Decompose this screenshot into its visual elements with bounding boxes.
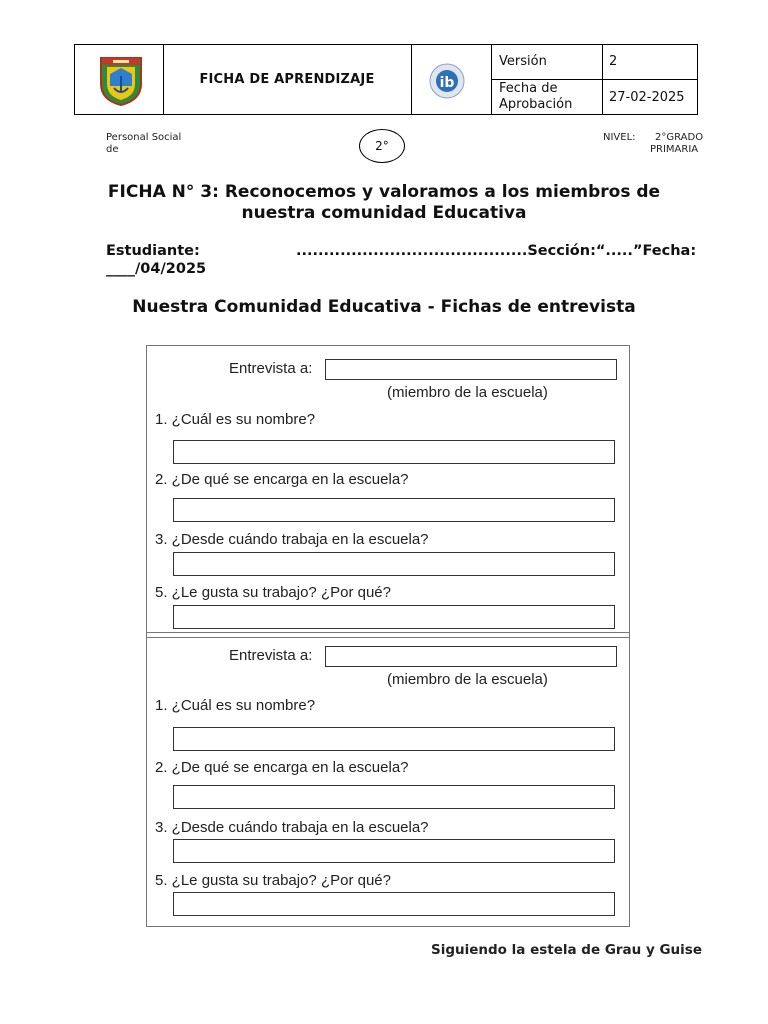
section-title: Nuestra Comunidad Educativa - Fichas de entrevista (132, 297, 636, 317)
ficha-title (100, 182, 668, 224)
student-line-fields: ..........................................Sección:“.....”Fecha: (296, 243, 697, 259)
document-title: FICHA DE APRENDIZAJE (199, 72, 375, 87)
question-5: 5. ¿Le gusta su trabajo? ¿Por qué? (155, 872, 391, 889)
answer-1-input[interactable] (173, 440, 615, 464)
level-value (650, 132, 703, 156)
question-2: 2. ¿De qué se encarga en la escuela? (155, 471, 409, 488)
level-value-line1: 2°GRADO (655, 132, 704, 143)
answer-5-input[interactable] (173, 605, 615, 629)
approval-date-label (499, 81, 572, 113)
answer-2-input[interactable] (173, 785, 615, 809)
level-label: NIVEL: (603, 132, 636, 143)
school-shield-icon (99, 54, 143, 106)
ficha-title-line1: FICHA N° 3: Reconocemos y valoramos a los miembros de (107, 182, 661, 202)
answer-3-input[interactable] (173, 839, 615, 863)
question-1: 1. ¿Cuál es su nombre? (155, 697, 316, 714)
area-label-line2: de (106, 144, 119, 155)
answer-1-input[interactable] (173, 727, 615, 751)
interviewee-input[interactable] (325, 646, 617, 667)
interview-forms (146, 345, 630, 927)
interviewee-label: Entrevista a: (229, 360, 313, 377)
ficha-title-line2: nuestra comunidad Educativa (241, 203, 527, 223)
divider (411, 45, 412, 114)
footer-motto: Siguiendo la estela de Grau y Guise (430, 942, 702, 958)
member-hint: (miembro de la escuela) (387, 671, 548, 688)
level-value-line2: PRIMARIA (650, 144, 699, 155)
question-1: 1. ¿Cuál es su nombre? (155, 411, 316, 428)
interviewee-label: Entrevista a: (229, 647, 313, 664)
grade-badge: 2° (359, 129, 405, 163)
area-label (106, 132, 181, 156)
member-hint: (miembro de la escuela) (387, 384, 548, 401)
area-label-line1: Personal Social (106, 132, 182, 143)
interviewee-input[interactable] (325, 359, 617, 380)
ib-logo-icon (429, 63, 465, 99)
answer-3-input[interactable] (173, 552, 615, 576)
version-value: 2 (609, 54, 618, 69)
answer-2-input[interactable] (173, 498, 615, 522)
approval-date-value: 27-02-2025 (609, 90, 685, 105)
svg-text:ib: ib (439, 75, 455, 91)
divider (491, 79, 697, 80)
answer-5-input[interactable] (173, 892, 615, 916)
question-2: 2. ¿De qué se encarga en la escuela? (155, 759, 409, 776)
question-5: 5. ¿Le gusta su trabajo? ¿Por qué? (155, 584, 391, 601)
header-table (74, 44, 698, 115)
approval-date-label-line2: Aprobación (499, 97, 573, 112)
form-separator (147, 632, 629, 638)
approval-date-label-line1: Fecha de (499, 81, 558, 96)
question-3: 3. ¿Desde cuándo trabaja en la escuela? (155, 819, 429, 836)
version-label: Versión (499, 54, 547, 69)
question-3: 3. ¿Desde cuándo trabaja en la escuela? (155, 531, 429, 548)
student-label: Estudiante: (106, 243, 200, 259)
date-field: ____/04/2025 (106, 261, 207, 277)
